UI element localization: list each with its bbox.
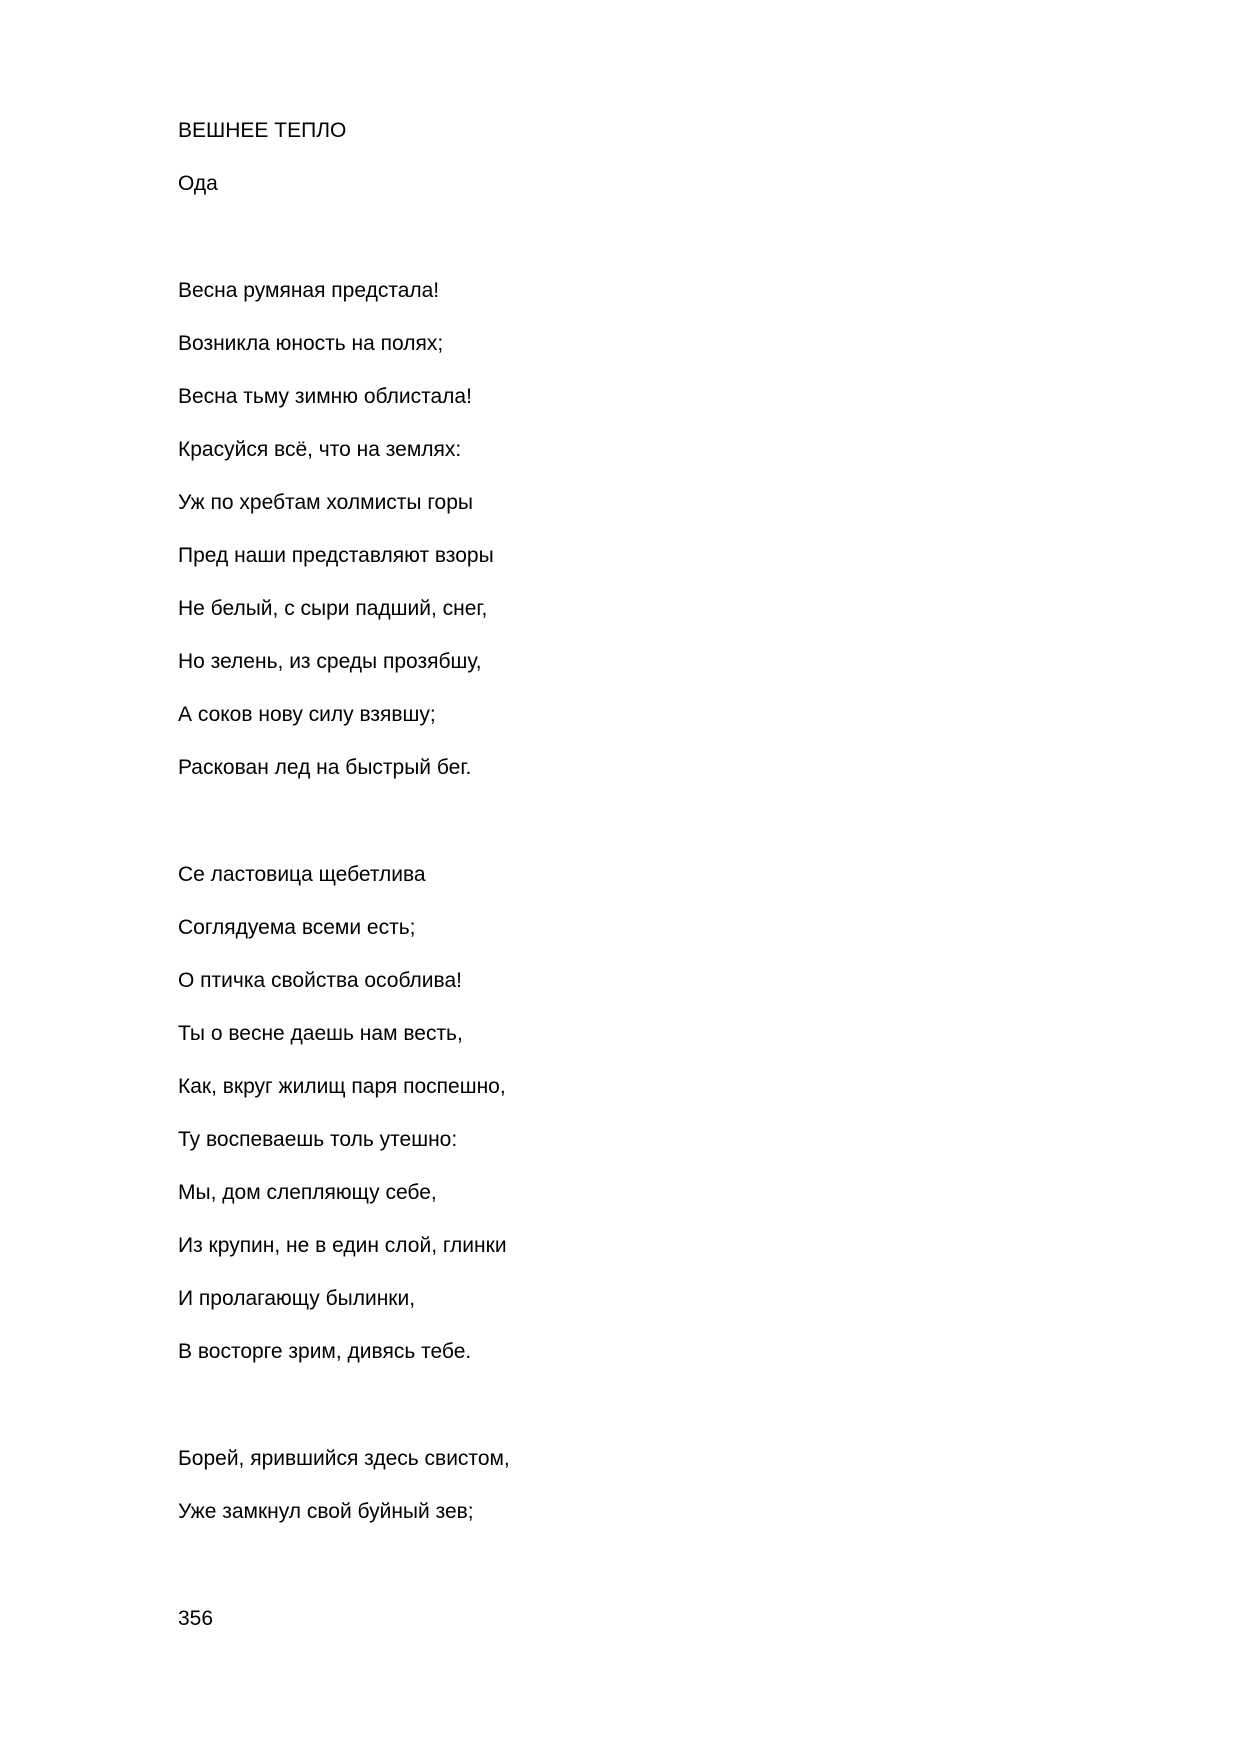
poem-title: ВЕШНЕЕ ТЕПЛО [178, 119, 347, 142]
verse-line: В восторге зрим, дивясь тебе. [178, 1340, 472, 1363]
verse-line: Уже замкнул свой буйный зев; [178, 1500, 474, 1523]
verse-line: Се ластовица щебетлива [178, 863, 426, 886]
verse-line: Соглядуема всеми есть; [178, 916, 416, 939]
verse-line: Из крупин, не в един слой, глинки [178, 1234, 507, 1257]
verse-line: Весна тьму зимню облистала! [178, 385, 472, 408]
verse-line: Не белый, с сыри падший, снег, [178, 597, 488, 620]
verse-line: Ту воспеваешь толь утешно: [178, 1128, 458, 1151]
verse-line: Красуйся всё, что на землях: [178, 438, 462, 461]
verse-line: Раскован лед на быстрый бег. [178, 756, 472, 779]
verse-line: И пролагающу былинки, [178, 1287, 416, 1310]
verse-line: Но зелень, из среды прозябшу, [178, 650, 482, 673]
verse-line: Борей, ярившийся здесь свистом, [178, 1447, 510, 1470]
verse-line: Как, вкруг жилищ паря поспешно, [178, 1075, 506, 1098]
page-number: 356 [178, 1607, 214, 1630]
verse-line: Весна румяная предстала! [178, 279, 440, 302]
verse-line: Возникла юность на полях; [178, 332, 444, 355]
verse-line: О птичка свойства особлива! [178, 969, 462, 992]
poem-subtitle: Ода [178, 172, 218, 195]
verse-line: Мы, дом слепляющу себе, [178, 1181, 437, 1204]
verse-line: Уж по хребтам холмисты горы [178, 491, 473, 514]
verse-line: Ты о весне даешь нам весть, [178, 1022, 463, 1045]
verse-line: Пред наши представляют взоры [178, 544, 494, 567]
verse-line: А соков нову силу взявшу; [178, 703, 436, 726]
